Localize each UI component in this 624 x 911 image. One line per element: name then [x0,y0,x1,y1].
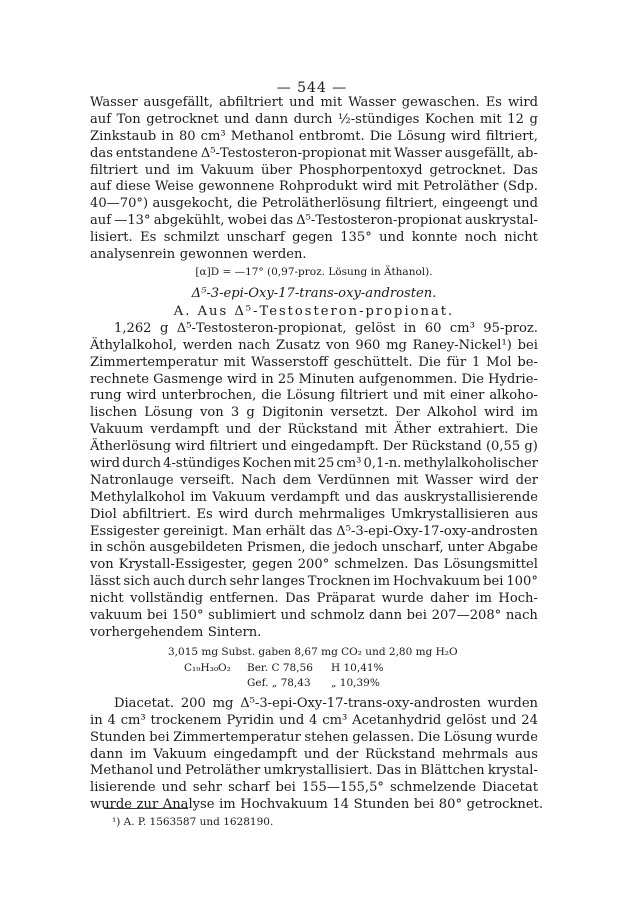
text-line: lisierende und sehr scharf bei 155—155,5° schmelzende Diacetat [90,780,538,796]
text-line: in schön ausgebildeten Prismen, die jedoch unscharf, unter Abgabe [90,540,538,556]
text-line: analysenrein gewonnen werden. [90,247,307,263]
text-line: Essigester gereinigt. Man erhält das Δ⁵-3-epi-Oxy-17-oxy-androsten [90,523,538,539]
text-line: Stunden bei Zimmertemperatur stehen gelassen. Die Lösung wurde [90,729,538,745]
text-line: 40—70°) ausgekocht, die Petrolätherlösung filtriert, eingeengt und [90,196,538,212]
text-line: wird durch 4-stündiges Kochen mit 25 cm³ 0,1-n. methylalkoholischer [90,456,538,472]
text-line: lässt sich auch durch sehr langes Trocknen im Hochvakuum bei 100° [90,574,538,590]
page-number: — 544 — [276,80,348,96]
analysis-found: Gef. „ 78,43 [247,677,311,689]
text-line: rung wird unterbrochen, die Lösung filtriert und mit einer alkoho- [90,388,538,404]
text-line: vakuum bei 150° sublimiert und schmolz dann bei 207—208° nach [90,608,538,624]
text-line: dann im Vakuum eingedampft und der Rückstand mehrmals aus [90,746,538,762]
analysis-found-h: „ 10,39% [331,677,380,689]
text-line: lischen Lösung von 3 g Digitonin versetzt. Der Alkohol wird im [90,405,538,421]
text-line: rechnete Gasmenge wird in 25 Minuten aufgenommen. Die Hydrie- [90,371,538,387]
text-line: filtriert und im Vakuum über Phosphorpentoxyd getrocknet. Das [90,162,538,178]
text-line: wurde zur Analyse im Hochvakuum 14 Stunden bei 80° getrocknet. [90,797,543,813]
analysis-calculated: Ber. C 78,56 [247,662,313,674]
text-line: Vakuum verdampft und der Rückstand mit Äther extrahiert. Die [90,422,538,438]
text-line: auf diese Weise gewonnene Rohprodukt wird mit Petroläther (Sdp. [90,179,538,195]
text-line: Diol abfiltriert. Es wird durch mehrmaliges Umkrystallisieren aus [90,506,538,522]
text-line: Diacetat. 200 mg Δ⁵-3-epi-Oxy-17-trans-oxy-androsten wurden [114,695,538,711]
optical-rotation: [α]D = —17° (0,97-proz. Lösung in Äthanol). [195,265,433,278]
text-line: von Krystall-Essigester, gegen 200° schmelzen. Das Lösungsmittel [90,557,538,573]
text-line: 1,262 g Δ⁵-Testosteron-propionat, gelöst in 60 cm³ 95-proz. [114,320,538,336]
text-line: das entstandene Δ⁵-Testosteron-propionat mit Wasser ausgefällt, ab- [90,145,538,161]
subsection-heading: A. Aus Δ⁵-Testosteron-propionat. [173,303,455,319]
text-line: Natronlauge verseift. Nach dem Verdünnen mit Wasser wird der [90,472,538,488]
footnote: ¹) A. P. 1563587 und 1628190. [112,816,274,828]
text-line: auf —13° abgekühlt, wobei das Δ⁵-Testosteron-propionat auskrystal- [90,213,538,229]
text-line: Zimmertemperatur mit Wasserstoff geschüttelt. Die für 1 Mol be- [90,354,538,370]
footnote-rule [104,808,188,809]
section-heading: Δ⁵-3-epi-Oxy-17-trans-oxy-androsten. [191,285,437,301]
analysis-calculated-h: H 10,41% [331,662,384,674]
text-line: Zinkstaub in 80 cm³ Methanol entbromt. Die Lösung wird filtriert, [90,128,538,144]
paragraph-1 [90,95,538,264]
text-line: in 4 cm³ trockenem Pyridin und 4 cm³ Acetanhydrid gelöst und 24 [90,712,538,728]
text-line: lisiert. Es schmilzt unscharf gegen 135° und konnte noch nicht [90,230,538,246]
text-line: Wasser ausgefällt, abfiltriert und mit Wasser gewaschen. Es wird [90,95,538,110]
analysis-formula: C₁₉H₃₀O₂ [184,662,231,674]
text-line: Methylalkohol im Vakuum verdampft und das auskrystallisierende [90,489,538,505]
text-line: auf Ton getrocknet und dann durch ½-stündiges Kochen mit 12 g [90,111,538,127]
text-block [90,95,543,814]
text-line: Ätherlösung wird filtriert und eingedampft. Der Rückstand (0,55 g) [90,439,538,455]
paragraph-2 [90,321,538,642]
text-line: vorhergehendem Sintern. [90,624,262,640]
paragraph-3 [90,695,543,814]
text-line: nicht vollständig entfernen. Das Präparat wurde daher im Hoch- [90,591,538,607]
analysis-line: 3,015 mg Subst. gaben 8,67 mg CO₂ und 2,80 mg H₂O [168,646,458,658]
text-line: Äthylalkohol, werden nach Zusatz von 960 mg Raney-Nickel¹) bei [90,337,538,353]
text-line: Methanol und Petroläther umkrystallisiert. Das in Blättchen krystal- [90,763,538,779]
